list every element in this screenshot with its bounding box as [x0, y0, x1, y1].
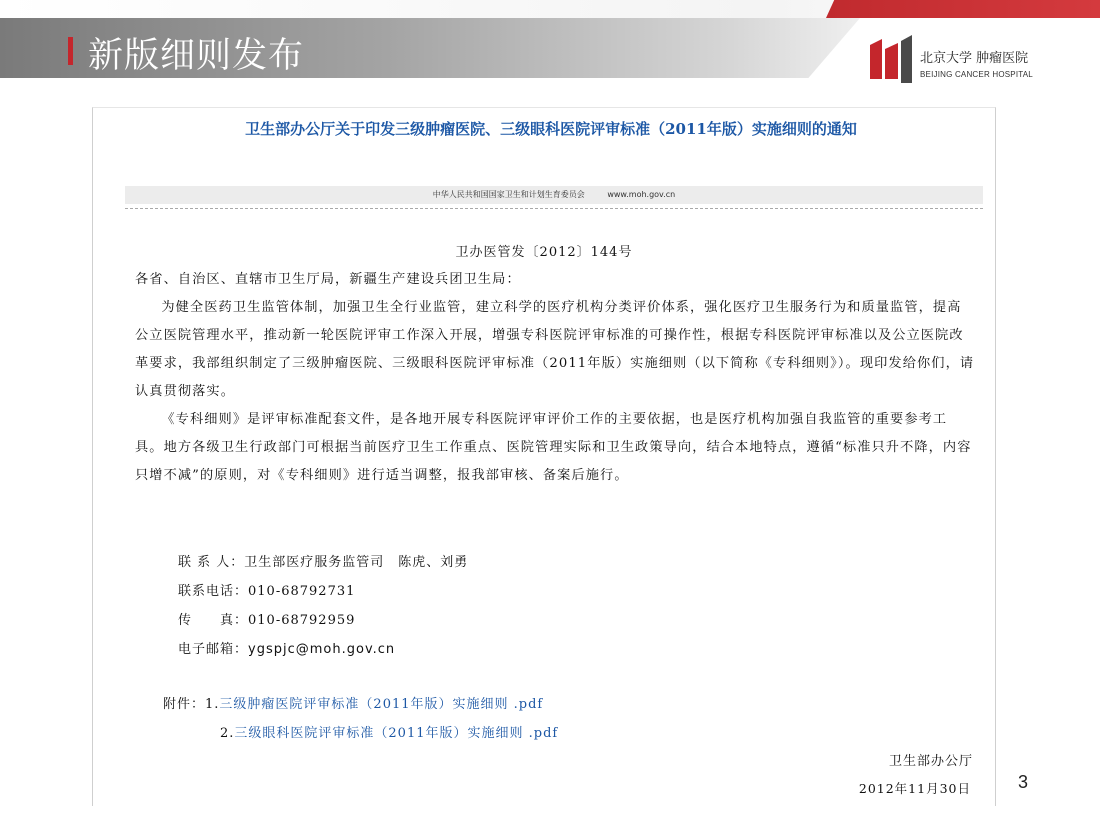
contact-person-row — [178, 548, 778, 577]
signature-date: 2012年11月30日 — [858, 781, 971, 796]
attachment-row-1 — [163, 690, 863, 719]
contact-fax-value: 010-68792959 — [248, 613, 356, 628]
contact-person-value: 卫生部医疗服务监管司 陈虎、刘勇 — [244, 555, 469, 570]
notice-document — [92, 107, 996, 806]
attachment-number: 2. — [220, 726, 235, 741]
source-bar — [125, 186, 983, 204]
title-accent-bar — [68, 37, 73, 65]
body-paragraph-2: 《专科细则》是评审标准配套文件，是各地开展专科医院评审评价工作的主要依据，也是医疗机构加强自我监管的重要参考工具。地方各级卫生行政部门可根据当前医疗卫生工作重点、医院管理实际和卫生政策导向，结合本地特点，遵循“标准只升不降，内容只增不减”的原则，对《专科细则》进行适当调整，报我部审核、备案后施行。 — [135, 412, 972, 483]
contact-phone-label: 联系电话： — [178, 584, 249, 599]
contact-person-label: 联 系 人： — [178, 555, 245, 570]
document-number: 卫办医管发〔2012〕144号 — [455, 245, 633, 260]
header-red-stripe — [826, 0, 1100, 18]
hospital-logo — [868, 35, 1048, 85]
contact-email-value[interactable]: ygspjc@moh.gov.cn — [248, 642, 396, 657]
contact-phone-row — [178, 577, 778, 606]
dotted-divider — [125, 208, 983, 209]
page-number: 3 — [1018, 772, 1029, 792]
contact-info — [178, 548, 778, 664]
document-body — [135, 266, 975, 490]
slide-title: 新版细则发布 — [88, 36, 305, 76]
contact-phone-value: 010-68792731 — [248, 584, 356, 599]
attachment-link-ophthalmology[interactable]: 三级眼科医院评审标准（2011年版）实施细则 .pdf — [234, 726, 559, 741]
contact-fax-label: 传 真： — [178, 613, 249, 628]
attachments-label: 附件： — [163, 697, 206, 712]
hospital-logo-icon — [868, 35, 914, 83]
document-title: 卫生部办公厅关于印发三级肿瘤医院、三级眼科医院评审标准（2011年版）实施细则的通知 — [245, 120, 857, 138]
attachment-link-oncology[interactable]: 三级肿瘤医院评审标准（2011年版）实施细则 .pdf — [219, 697, 544, 712]
contact-email-row — [178, 635, 778, 664]
logo-english-name: BEIJING CANCER HOSPITAL — [920, 70, 1033, 79]
body-paragraph-1: 为健全医药卫生监管体制，加强卫生全行业监管，建立科学的医疗机构分类评价体系，强化医疗卫生服务行为和质量监管，提高公立医院管理水平，推动新一轮医院评审工作深入开展，增强专科医院评审标准的可操作性，根据专科医院评审标准以及公立医院改革要求，我部组织制定了三级肿瘤医院、三级眼科医院评审标准（2011年版）实施细则（以下简称《专科细则》）。现印发给你们，请认真贯彻落实。 — [135, 300, 975, 399]
source-url[interactable]: www.moh.gov.cn — [607, 190, 676, 199]
logo-chinese-name: 北京大学 肿瘤医院 — [920, 51, 1029, 66]
signature-department: 卫生部办公厅 — [888, 754, 973, 769]
source-org: 中华人民共和国国家卫生和计划生育委员会 — [432, 190, 585, 199]
contact-email-label: 电子邮箱： — [178, 642, 249, 657]
contact-fax-row — [178, 606, 778, 635]
attachment-row-2 — [163, 719, 863, 748]
salutation: 各省、自治区、直辖市卫生厅局，新疆生产建设兵团卫生局： — [135, 272, 521, 287]
attachments — [163, 690, 863, 748]
attachment-number: 1. — [205, 697, 220, 712]
